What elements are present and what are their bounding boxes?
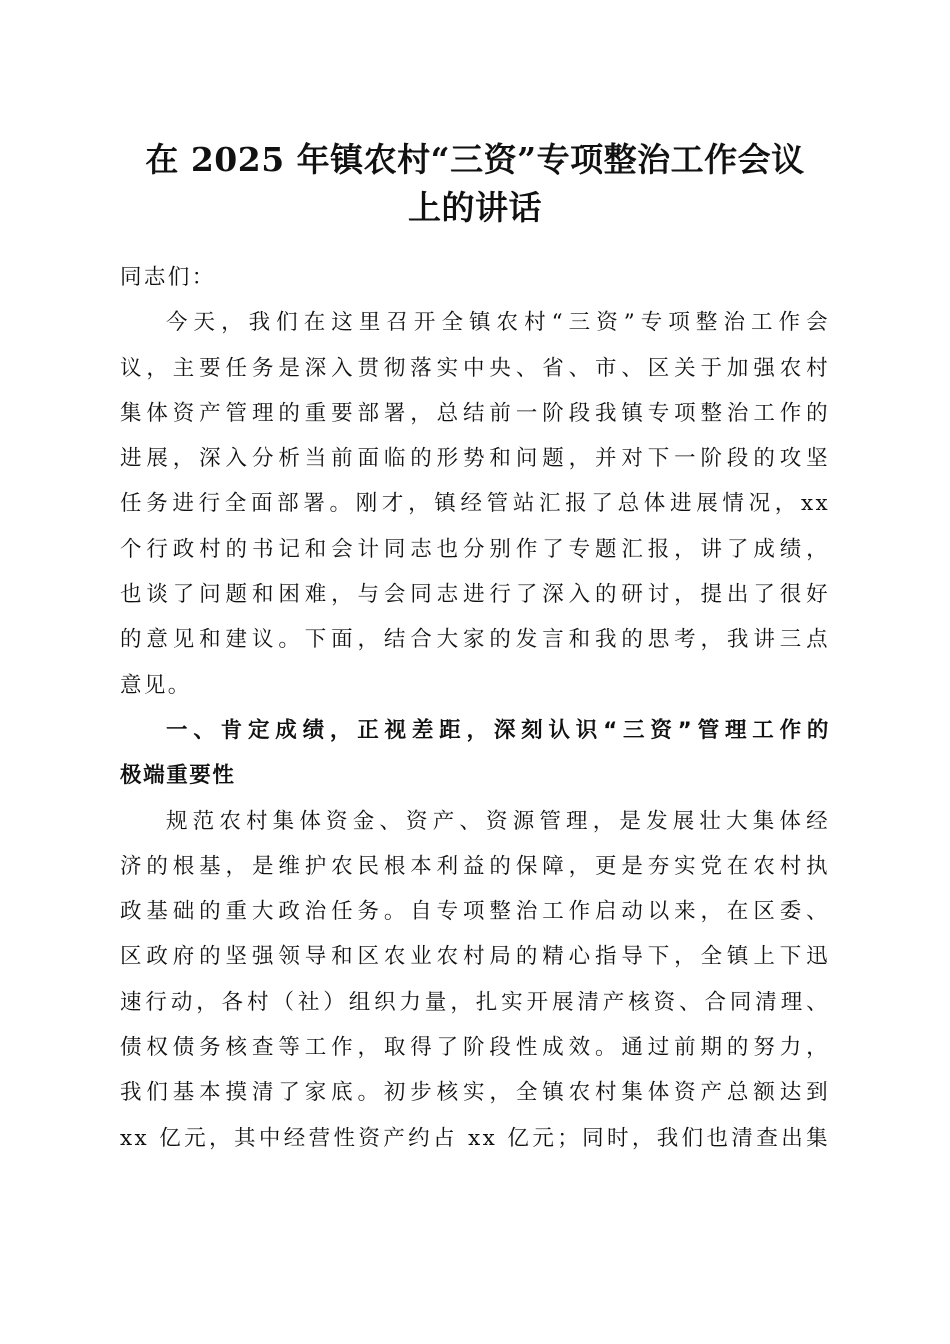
paragraph-line: 速行动，各村（社）组织力量，扎实开展清产核资、合同清理、 <box>120 989 830 1015</box>
paragraph-line: 区政府的坚强领导和区农业农村局的精心指导下，全镇上下迅 <box>120 944 830 970</box>
salutation: 同志们： <box>120 265 216 290</box>
paragraph-line: 也谈了问题和困难，与会同志进行了深入的研讨，提出了很好 <box>120 582 830 608</box>
section-heading-1 <box>120 708 830 799</box>
paragraph-line: 济的根基，是维护农民根本利益的保障，更是夯实党在农村执 <box>120 853 830 879</box>
paragraph-line: 任务进行全面部署。刚才，镇经管站汇报了总体进展情况，xx <box>120 491 830 517</box>
title-line: 在 2025 年镇农村“三资”专项整治工作会议 <box>145 140 805 179</box>
paragraph-line: xx 亿元，其中经营性资产约占 xx 亿元；同时，我们也清查出集 <box>120 1125 830 1151</box>
paragraph-intro <box>120 300 830 708</box>
paragraph-line: 进展，深入分析当前面临的形势和问题，并对下一阶段的攻坚 <box>120 446 830 472</box>
paragraph-line: 我们基本摸清了家底。初步核实，全镇农村集体资产总额达到 <box>120 1080 830 1106</box>
document-body <box>120 255 830 1161</box>
heading-line: 一、肯定成绩，正视差距，深刻认识“三资”管理工作的 <box>166 717 830 743</box>
paragraph-line: 今天，我们在这里召开全镇农村“三资”专项整治工作会 <box>166 310 830 336</box>
paragraph-line: 政基础的重大政治任务。自专项整治工作启动以来，在区委、 <box>120 899 830 925</box>
document-title <box>100 136 850 232</box>
paragraph-line: 议，主要任务是深入贯彻落实中央、省、市、区关于加强农村 <box>120 355 830 381</box>
heading-line: 极端重要性 <box>120 763 236 789</box>
paragraph-line: 规范农村集体资金、资产、资源管理，是发展壮大集体经 <box>166 808 830 834</box>
paragraph-line: 个行政村的书记和会计同志也分别作了专题汇报，讲了成绩， <box>120 536 830 562</box>
paragraph-section-1 <box>120 799 830 1161</box>
paragraph-line: 的意见和建议。下面，结合大家的发言和我的思考，我讲三点 <box>120 627 830 653</box>
paragraph-line: 债权债务核查等工作，取得了阶段性成效。通过前期的努力， <box>120 1035 830 1061</box>
paragraph-line: 意见。 <box>120 672 192 698</box>
paragraph-line: 集体资产管理的重要部署，总结前一阶段我镇专项整治工作的 <box>120 400 830 426</box>
title-line: 上的讲话 <box>408 188 542 227</box>
